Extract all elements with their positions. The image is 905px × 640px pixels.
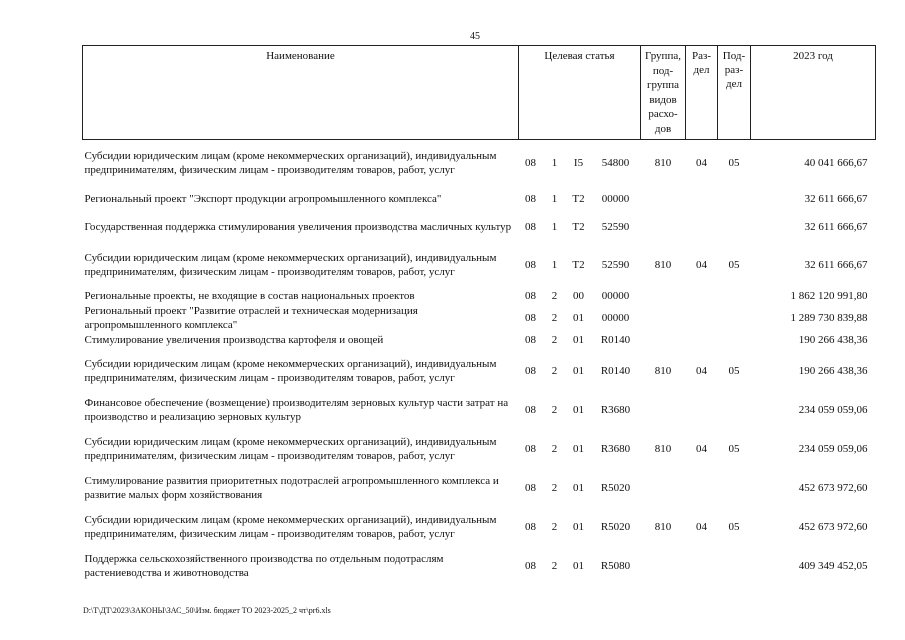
code-program: 08 — [525, 481, 536, 494]
code-direction: 52590 — [601, 258, 630, 271]
amount-2023: 40 041 666,67 — [804, 156, 868, 169]
code-direction: R0140 — [600, 333, 631, 346]
budget-table — [82, 45, 876, 582]
expense-group — [641, 212, 686, 242]
section-code: 04 — [696, 258, 707, 271]
subsection-code: 05 — [728, 258, 740, 271]
subsection-code — [718, 472, 751, 504]
code-direction: 00000 — [601, 192, 630, 205]
code-project: T2 — [572, 192, 585, 205]
file-path-footer: D:\Т\ДТ\2023\ЗАКОНЫ\ЗАС_50\Изм. бюджет ТО 2023-2025_2 чт\pr6.xls — [83, 606, 331, 615]
code-subprogram: 2 — [551, 333, 558, 346]
code-program: 08 — [525, 333, 536, 346]
code-direction: R3680 — [600, 403, 631, 416]
code-subprogram: 2 — [551, 442, 558, 455]
table-row — [83, 332, 876, 348]
subsection-code — [718, 186, 751, 212]
expense-group — [641, 304, 686, 332]
amount-2023: 32 611 666,67 — [804, 220, 868, 233]
section-code — [686, 304, 718, 332]
code-subprogram: 2 — [551, 520, 558, 533]
code-subprogram: 2 — [551, 559, 558, 572]
expense-group: 810 — [654, 258, 672, 271]
header-subsection: Под-раз-дел — [718, 46, 751, 140]
code-program: 08 — [525, 192, 536, 205]
table-row — [83, 242, 876, 288]
code-subprogram: 2 — [551, 403, 558, 416]
amount-2023: 32 611 666,67 — [804, 258, 868, 271]
code-project: 01 — [573, 333, 584, 346]
row-name: Финансовое обеспечение (возмещение) производителям зерновых культур части затрат на производство и реализацию зерновых культур — [84, 396, 509, 423]
row-name: Поддержка сельскохозяйственного производства по отдельным подотраслям растениеводства и животноводства — [84, 552, 444, 579]
code-program: 08 — [525, 520, 536, 533]
section-code — [686, 186, 718, 212]
row-name: Субсидии юридическим лицам (кроме некоммерческих организаций), индивидуальным предпринимателям, физическим лицам - производителям товаров, работ, услуг — [84, 435, 497, 462]
table-row — [83, 140, 876, 186]
code-direction: R5020 — [600, 481, 631, 494]
amount-2023: 32 611 666,67 — [804, 192, 868, 205]
code-project: T2 — [572, 258, 585, 271]
code-project: 01 — [573, 520, 584, 533]
row-name: Региональный проект "Экспорт продукции агропромышленного комплекса" — [84, 192, 442, 205]
section-code: 04 — [696, 364, 707, 377]
section-code — [686, 288, 718, 304]
row-name: Субсидии юридическим лицам (кроме некоммерческих организаций), индивидуальным предпринимателям, физическим лицам - производителям товаров, работ, услуг — [84, 357, 497, 384]
subsection-code — [718, 212, 751, 242]
header-group: Группа, под-группа видов расхо-дов — [641, 46, 686, 140]
amount-2023: 234 059 059,06 — [798, 403, 868, 416]
table-row — [83, 426, 876, 472]
section-code — [686, 212, 718, 242]
amount-2023: 1 862 120 991,80 — [790, 289, 868, 302]
code-subprogram: 1 — [551, 258, 558, 271]
subsection-code — [718, 288, 751, 304]
table-row — [83, 394, 876, 426]
table-row — [83, 288, 876, 304]
code-program: 08 — [525, 220, 536, 233]
row-name: Субсидии юридическим лицам (кроме некоммерческих организаций), индивидуальным предпринимателям, физическим лицам - производителям товаров, работ, услуг — [84, 513, 497, 540]
expense-group: 810 — [654, 156, 672, 169]
amount-2023: 190 266 438,36 — [798, 364, 868, 377]
subsection-code — [718, 394, 751, 426]
code-project: 01 — [573, 442, 584, 455]
amount-2023: 234 059 059,06 — [798, 442, 868, 455]
row-name: Региональный проект "Развитие отраслей и техническая модернизация агропромышленного комплекса" — [84, 304, 418, 331]
expense-group: 810 — [654, 520, 672, 533]
code-program: 08 — [525, 559, 536, 572]
subsection-code: 05 — [728, 156, 740, 169]
code-program: 08 — [525, 403, 536, 416]
code-direction: 52590 — [601, 220, 630, 233]
code-program: 08 — [525, 442, 536, 455]
expense-group — [641, 332, 686, 348]
code-subprogram: 2 — [551, 364, 558, 377]
code-direction: R5020 — [600, 520, 631, 533]
expense-group — [641, 394, 686, 426]
code-project: 01 — [573, 364, 584, 377]
row-name: Стимулирование увеличения производства картофеля и овощей — [84, 333, 384, 346]
amount-2023: 190 266 438,36 — [798, 333, 868, 346]
code-program: 08 — [525, 311, 536, 324]
section-code — [686, 332, 718, 348]
code-program: 08 — [525, 289, 536, 302]
subsection-code: 05 — [728, 364, 740, 377]
code-subprogram: 1 — [551, 192, 558, 205]
table-row — [83, 550, 876, 582]
code-project: 01 — [573, 403, 584, 416]
expense-group: 810 — [654, 442, 672, 455]
amount-2023: 1 289 730 839,88 — [790, 311, 868, 324]
table-row — [83, 186, 876, 212]
code-direction: 54800 — [601, 156, 630, 169]
table-row — [83, 348, 876, 394]
subsection-code — [718, 550, 751, 582]
subsection-code — [718, 304, 751, 332]
row-name: Стимулирование развития приоритетных подотраслей агропромышленного комплекса и развитие малых форм хозяйствования — [84, 474, 499, 501]
expense-group — [641, 472, 686, 504]
subsection-code — [718, 332, 751, 348]
code-direction: 00000 — [601, 311, 630, 324]
row-name: Субсидии юридическим лицам (кроме некоммерческих организаций), индивидуальным предпринимателям, физическим лицам - производителям товаров, работ, услуг — [84, 251, 497, 278]
code-program: 08 — [525, 258, 536, 271]
table-row — [83, 504, 876, 550]
code-project: 01 — [573, 559, 584, 572]
section-code — [686, 550, 718, 582]
header-target: Целевая статья — [519, 46, 641, 140]
table-row — [83, 472, 876, 504]
code-direction: R3680 — [600, 442, 631, 455]
expense-group: 810 — [654, 364, 672, 377]
section-code: 04 — [696, 520, 707, 533]
table-body — [83, 140, 876, 582]
amount-2023: 409 349 452,05 — [798, 559, 868, 572]
section-code: 04 — [696, 156, 707, 169]
code-subprogram: 2 — [551, 481, 558, 494]
code-direction: R0140 — [600, 364, 631, 377]
subsection-code: 05 — [728, 442, 740, 455]
code-program: 08 — [525, 364, 536, 377]
code-direction: R5080 — [600, 559, 631, 572]
section-code: 04 — [696, 442, 707, 455]
row-name: Субсидии юридическим лицам (кроме некоммерческих организаций), индивидуальным предпринимателям, физическим лицам - производителям товаров, работ, услуг — [84, 149, 497, 176]
header-year: 2023 год — [751, 46, 876, 140]
amount-2023: 452 673 972,60 — [798, 520, 868, 533]
code-subprogram: 1 — [551, 220, 558, 233]
code-project: T2 — [572, 220, 585, 233]
table-row — [83, 212, 876, 242]
expense-group — [641, 288, 686, 304]
code-subprogram: 2 — [551, 289, 558, 302]
code-direction: 00000 — [601, 289, 630, 302]
table-row — [83, 304, 876, 332]
table-header — [83, 46, 876, 140]
code-program: 08 — [525, 156, 536, 169]
header-section: Раз-дел — [686, 46, 718, 140]
section-code — [686, 472, 718, 504]
expense-group — [641, 550, 686, 582]
section-code — [686, 394, 718, 426]
code-project: 00 — [573, 289, 584, 302]
code-subprogram: 2 — [551, 311, 558, 324]
header-name: Наименование — [83, 46, 519, 140]
expense-group — [641, 186, 686, 212]
row-name: Региональные проекты, не входящие в состав национальных проектов — [84, 289, 415, 302]
amount-2023: 452 673 972,60 — [798, 481, 868, 494]
code-project: I5 — [573, 156, 584, 169]
code-project: 01 — [573, 481, 584, 494]
subsection-code: 05 — [728, 520, 740, 533]
code-subprogram: 1 — [551, 156, 558, 169]
page-number: 45 — [470, 31, 480, 42]
code-project: 01 — [573, 311, 584, 324]
row-name: Государственная поддержка стимулирования увеличения производства масличных культур — [84, 220, 512, 233]
